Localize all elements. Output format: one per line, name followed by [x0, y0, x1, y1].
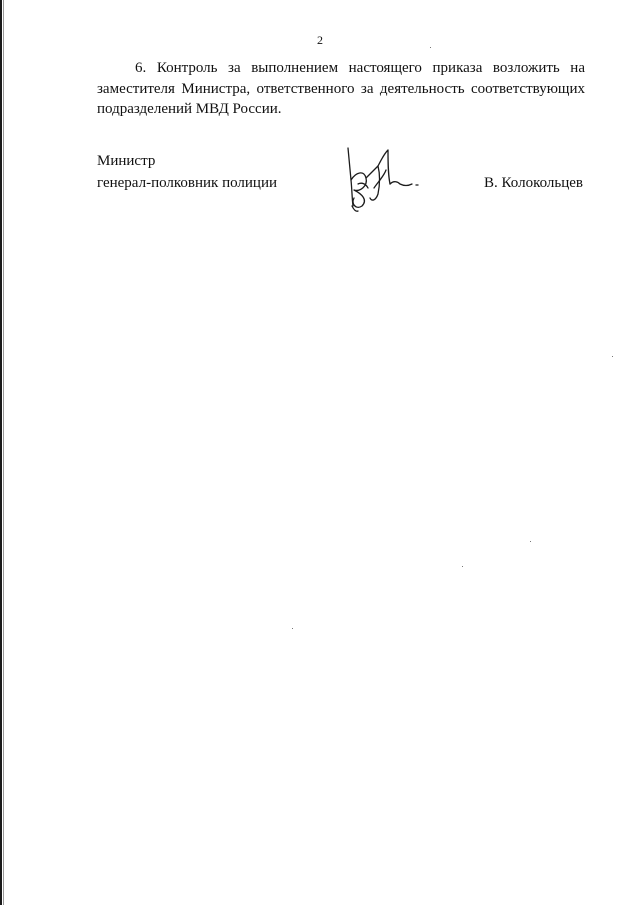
signatory-title: Министр — [97, 153, 156, 169]
scan-speck — [292, 628, 293, 629]
signatory-rank: генерал-полковник полиции — [97, 175, 278, 191]
scan-edge-shadow — [3, 0, 4, 905]
scan-speck — [430, 47, 431, 48]
order-paragraph — [97, 58, 585, 120]
scan-speck — [612, 356, 613, 357]
signatory-name: В. Колокольцев — [484, 175, 583, 191]
page-number: 2 — [317, 33, 323, 47]
signatory-block — [97, 150, 277, 194]
paragraph-line: заместителя Министра, ответственного за деятельность соответствующих — [97, 80, 585, 97]
scan-speck — [462, 566, 463, 567]
handwritten-signature — [338, 144, 430, 214]
paragraph-line: 6. Контроль за выполнением настоящего приказа возложить на — [135, 60, 585, 76]
scan-speck — [530, 541, 531, 542]
scan-edge — [0, 0, 2, 905]
paragraph-line: подразделений МВД России. — [97, 101, 282, 117]
